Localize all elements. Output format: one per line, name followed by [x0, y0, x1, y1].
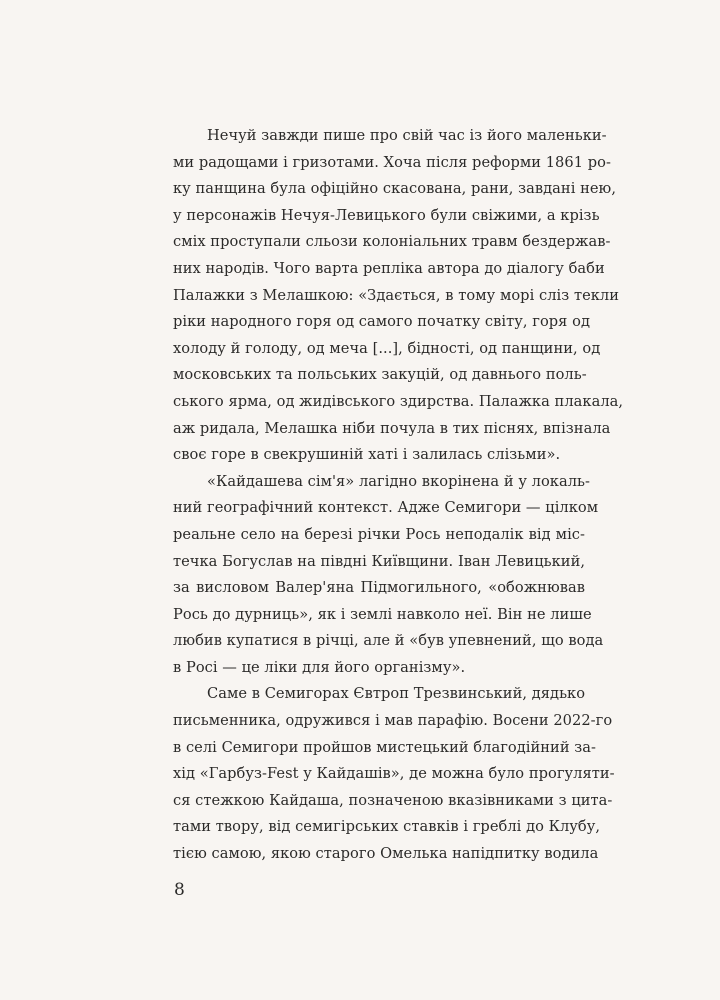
text-line: тами твору, від семигірських ставків і греблі до Клубу,	[173, 818, 601, 836]
text-line: ського ярма, од жидівського здирства. Палажка плакала,	[173, 392, 624, 410]
text-line: любив купатися в річці, але й «був упевнений, що вода	[173, 632, 604, 650]
text-line: тією самою, якою старого Омелька напідпитку водила	[173, 845, 599, 863]
text-line: течка Богуслав на півдні Київщини. Іван Левицький,	[173, 552, 586, 570]
text-line: «Кайдашева сім'я» лагідно вкорінена й у локаль-	[207, 472, 591, 490]
page-number: 8	[174, 880, 185, 900]
text-line: в селі Семигори пройшов мистецький благодійний за-	[173, 738, 597, 756]
text-line: Рось до дурниць», як і землі навколо неї. Він не лише	[173, 605, 592, 623]
text-line: аж ридала, Мелашка ніби почула в тих піснях, впізнала	[173, 419, 611, 437]
text-line: них народів. Чого варта репліка автора до діалогу баби	[173, 259, 605, 277]
text-line: своє горе в свекрушиній хаті і залилась слізьми».	[173, 446, 561, 464]
text-line: московських та польських закуцій, од давнього поль-	[173, 366, 587, 384]
text-line: реальне село на березі річки Рось неподалік від міс-	[173, 525, 585, 543]
text-line: Нечуй завжди пише про свій час із його маленьки-	[207, 127, 607, 144]
text-line: у персонажів Нечуя-Левицького були свіжими, а крізь	[173, 206, 600, 224]
text-line: ний географічний контекст. Адже Семигори — цілком	[173, 499, 599, 517]
text-line: письменника, одружився і мав парафію. Восени 2022-го	[173, 712, 613, 730]
text-line: ся стежкою Кайдаша, позначеною вказівниками з цита-	[173, 791, 613, 809]
text-line: холоду й голоду, од меча [...], бідності, од панщини, од	[173, 339, 601, 357]
text-line: хід «Гарбуз-Fest у Кайдашів», де можна було прогуляти-	[173, 765, 615, 783]
text-line: ку панщина була офіційно скасована, рани, завдані нею,	[173, 180, 617, 198]
body-text	[173, 123, 624, 868]
text-line: ріки народного горя од самого початку світу, горя од	[173, 313, 591, 331]
text-line: в Росі — це ліки для його організму».	[173, 658, 466, 676]
text-line: за висловом Валер'яна Підмогильного, «обожнював	[173, 579, 585, 597]
text-line: Палажки з Мелашкою: «Здається, в тому морі сліз текли	[173, 286, 620, 304]
text-line: сміх проступали сльози колоніальних травм бездержав-	[173, 233, 611, 251]
text-line: Саме в Семигорах Євтроп Трезвинський, дядько	[207, 685, 586, 703]
text-line: ми радощами і гризотами. Хоча після реформи 1861 ро-	[173, 153, 611, 171]
